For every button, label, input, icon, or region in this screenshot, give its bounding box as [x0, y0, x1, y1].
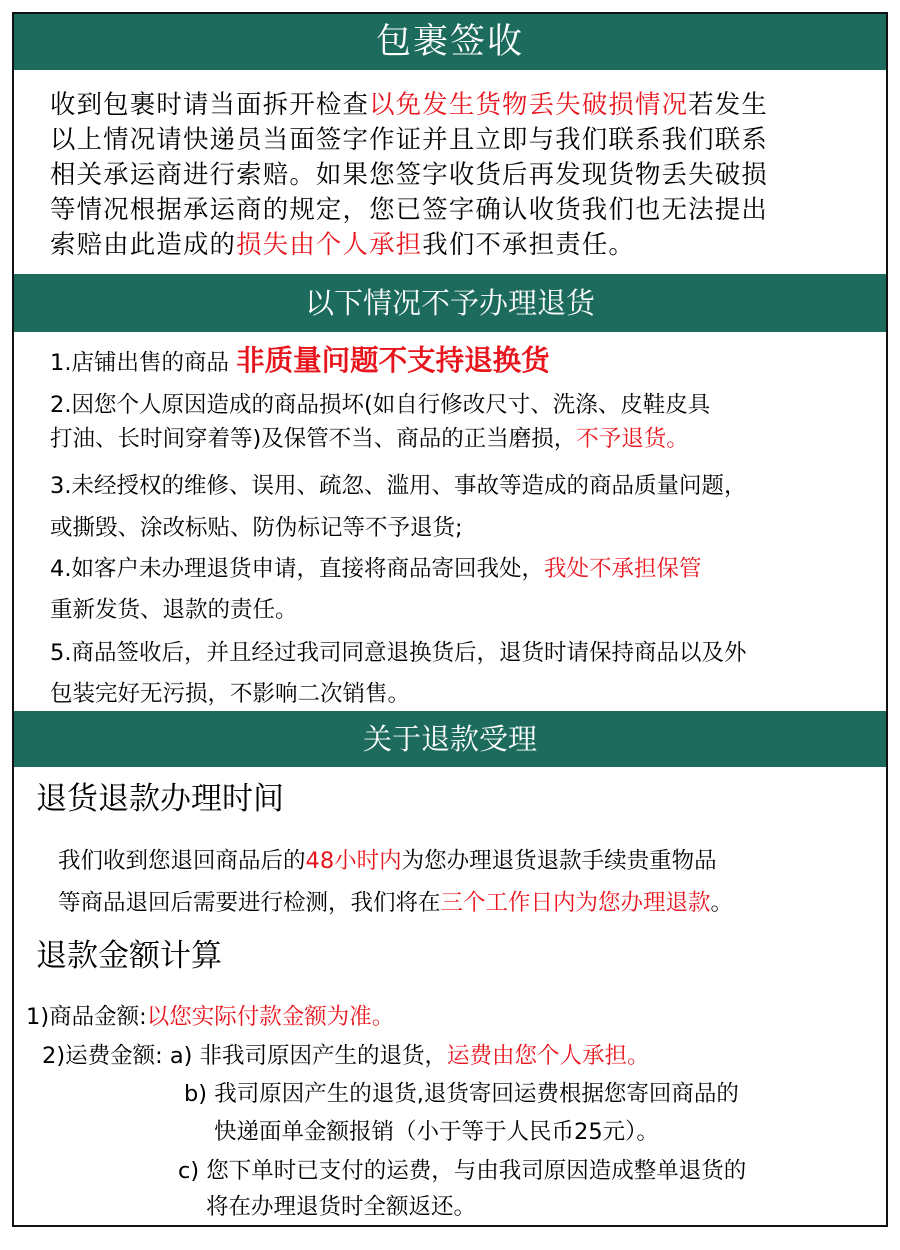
amount-line-6-text: 将在办理退货时全额返还。 — [206, 1194, 477, 1220]
receipt-line-5-highlight: 损失由个人承担 — [236, 229, 423, 259]
receipt-line-1-tail: 若发生 — [688, 89, 768, 119]
receipt-line-2-text: 以上情况请快递员当面签字作证并且立即与我们联系我们联系 — [50, 124, 768, 154]
receipt-line-5-text: 索赔由此造成的 — [50, 229, 237, 259]
no-return-item-3-text: 3.未经授权的维修、误用、疏忽、滥用、事故等造成的商品质量问题， — [50, 473, 747, 499]
no-return-item-4-cont — [50, 593, 298, 627]
receipt-line-5-tail: 我们不承担责任。 — [422, 229, 636, 259]
receipt-line-1 — [50, 86, 768, 122]
amount-line-3-text: b) 我司原因产生的退货,退货寄回运费根据您寄回商品的 — [184, 1081, 739, 1107]
no-return-item-2 — [50, 388, 710, 422]
receipt-line-3 — [50, 156, 768, 192]
no-return-item-4 — [50, 552, 701, 586]
no-return-item-2-highlight: 不予退货。 — [576, 426, 689, 452]
refund-time-line-1-text: 我们收到您退回商品后的 — [58, 848, 306, 874]
no-return-item-2-cont-text: 打油、长时间穿着等)及保管不当、商品的正当磨损， — [50, 426, 577, 452]
no-return-item-4-highlight: 我处不承担保管 — [543, 556, 702, 582]
no-return-item-5-cont-text: 包装完好无污损，不影响二次销售。 — [50, 681, 411, 707]
amount-line-2-text: 2)运费金额: a) 非我司原因产生的退货， — [42, 1043, 448, 1069]
refund-time-line-2-text: 等商品退回后需要进行检测，我们将在 — [58, 890, 441, 916]
no-return-item-2-cont — [50, 422, 689, 456]
receipt-line-4-text: 等情况根据承运商的规定，您已签字确认收货我们也无法提出 — [50, 194, 768, 224]
no-return-item-1-text: 1.店铺出售的商品 — [50, 350, 237, 376]
amount-line-1-highlight: 以您实际付款金额为准。 — [146, 1004, 395, 1030]
refund-time-line-2-tail: 。 — [710, 890, 734, 916]
section-header-no-return: 以下情况不予办理退货 — [14, 274, 886, 332]
heading-refund-amount: 退款金额计算 — [36, 938, 222, 974]
section-header-package-receipt: 包裹签收 — [14, 14, 886, 70]
heading-refund-time: 退货退款办理时间 — [36, 781, 284, 817]
amount-line-5-text: c) 您下单时已支付的运费，与由我司原因造成整单退货的 — [178, 1158, 747, 1184]
section-header-refund: 关于退款受理 — [14, 711, 886, 767]
refund-time-line-1 — [58, 844, 717, 878]
no-return-item-1-highlight: 非质量问题不支持退换货 — [236, 344, 550, 377]
amount-line-6 — [206, 1190, 476, 1224]
amount-line-4-text: 快递面单金额报销（小于等于人民币25元）。 — [214, 1119, 659, 1145]
amount-line-1 — [26, 1000, 394, 1034]
no-return-item-5-text: 5.商品签收后，并且经过我司同意退换货后，退货时请保持商品以及外 — [50, 640, 747, 666]
no-return-item-4-cont-text: 重新发货、退款的责任。 — [50, 597, 298, 623]
no-return-item-4-text: 4.如客户未办理退货申请，直接将商品寄回我处， — [50, 556, 544, 582]
no-return-item-1 — [50, 344, 550, 378]
amount-line-2-highlight: 运费由您个人承担。 — [447, 1043, 650, 1069]
amount-line-4 — [214, 1115, 659, 1149]
amount-line-2 — [42, 1039, 650, 1073]
no-return-item-5 — [50, 636, 746, 670]
amount-line-3 — [184, 1077, 739, 1111]
receipt-line-2 — [50, 121, 768, 157]
no-return-item-3-cont — [50, 511, 463, 545]
receipt-line-3-text: 相关承运商进行索赔。如果您签字收货后再发现货物丢失破损 — [50, 159, 768, 189]
receipt-line-5 — [50, 226, 635, 262]
refund-time-line-2 — [58, 886, 733, 920]
refund-time-line-1-highlight: 48小时内 — [305, 848, 402, 874]
receipt-line-1-highlight: 以免发生货物丢失破损情况 — [369, 89, 689, 119]
receipt-line-1-text: 收到包裹时请当面拆开检查 — [50, 89, 370, 119]
document-card — [12, 12, 888, 1227]
amount-line-5 — [178, 1154, 746, 1188]
no-return-item-5-cont — [50, 677, 410, 711]
amount-line-1-text: 1)商品金额: — [26, 1004, 147, 1030]
refund-time-line-2-highlight: 三个工作日内为您办理退款 — [440, 890, 711, 916]
no-return-item-2-text: 2.因您个人原因造成的商品损坏(如自行修改尺寸、洗涤、皮鞋皮具 — [50, 392, 711, 418]
no-return-item-3-cont-text: 或撕毁、涂改标贴、防伪标记等不予退货; — [50, 515, 463, 541]
no-return-item-3 — [50, 469, 746, 503]
receipt-line-4 — [50, 191, 768, 227]
refund-time-line-1-tail: 为您办理退货退款手续贵重物品 — [401, 848, 717, 874]
